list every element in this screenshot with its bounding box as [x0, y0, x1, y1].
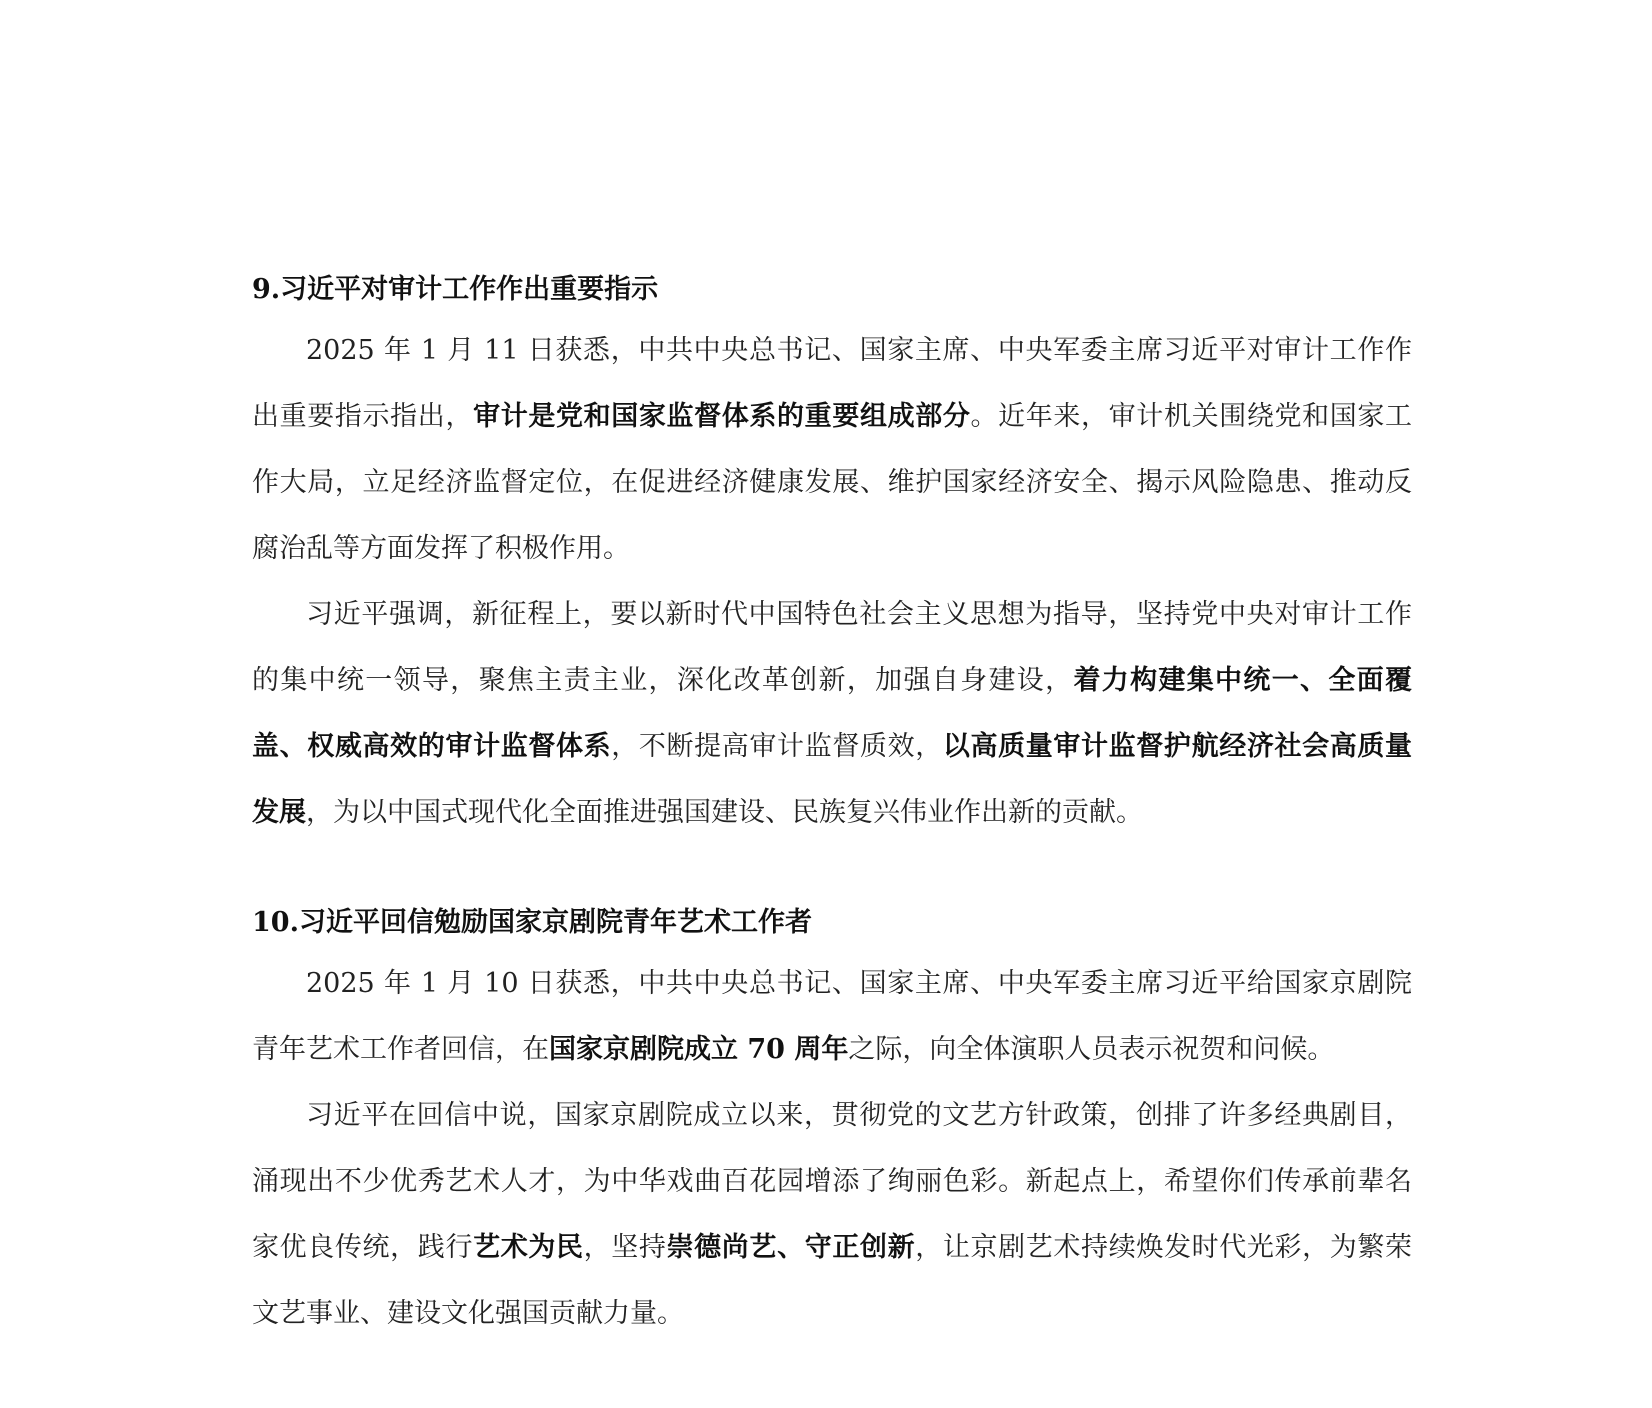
section-heading: 9.习近平对审计工作作出重要指示 — [252, 274, 659, 305]
highlighted-text: 审计是党和国家监督体系的重要组成部分 — [473, 401, 971, 432]
highlighted-text: 以高质量审计监督护航经济社会高质量发展 — [252, 731, 1413, 828]
paragraph-text: 习近平在回信中说，国家京剧院成立以来，贯彻党的文艺方针政策，创排了许多经典剧目，涌现出不少优秀艺术人才，为中华戏曲百花园增添了绚丽色彩。新起点上，希望你们传承前辈名家优良传统，践行 — [252, 1100, 1412, 1263]
paragraph — [252, 1083, 1412, 1347]
paragraph-text: ，坚持 — [583, 1232, 667, 1263]
paragraph-text: ，为以中国式现代化全面推进强国建设、民族复兴伟业作出新的贡献。 — [306, 797, 1143, 828]
paragraph-text: ，让京剧艺术持续焕发时代光彩，为繁荣文艺事业、建设文化强国贡献力量。 — [252, 1232, 1413, 1329]
paragraph-text: 习近平强调，新征程上，要以新时代中国特色社会主义思想为指导，坚持党中央对审计工作的集中统一领导，聚焦主责主业，深化改革创新，加强自身建设， — [252, 599, 1412, 696]
paragraph — [252, 318, 1412, 582]
paragraph-text: 2025 年 1 月 10 日获悉，中共中央总书记、国家主席、中央军委主席习近平给国家京剧院青年艺术工作者回信，在 — [252, 968, 1412, 1065]
paragraph — [252, 951, 1412, 1083]
section-9 — [252, 262, 1412, 846]
paragraph-text: 之际，向全体演职人员表示祝贺和问候。 — [848, 1034, 1335, 1065]
highlighted-text: 艺术为民 — [473, 1232, 584, 1263]
section-heading: 10.习近平回信勉励国家京剧院青年艺术工作者 — [252, 907, 812, 938]
paragraph-text: ，不断提高审计监督质效， — [611, 731, 943, 762]
paragraph-text: 2025 年 1 月 11 日获悉，中共中央总书记、国家主席、中央军委主席习近平对审计工作作出重要指示指出， — [252, 335, 1412, 432]
section-10 — [252, 895, 1412, 1347]
highlighted-text: 崇德尚艺、守正创新 — [666, 1232, 916, 1263]
paragraph-text: 。近年来，审计机关围绕党和国家工作大局，立足经济监督定位，在促进经济健康发展、维护国家经济安全、揭示风险隐患、推动反腐治乱等方面发挥了积极作用。 — [252, 401, 1413, 564]
highlighted-text: 着力构建集中统一、全面覆盖、权威高效的审计监督体系 — [252, 665, 1413, 762]
paragraph — [252, 582, 1412, 846]
highlighted-text: 国家京剧院成立 70 周年 — [549, 1034, 849, 1065]
